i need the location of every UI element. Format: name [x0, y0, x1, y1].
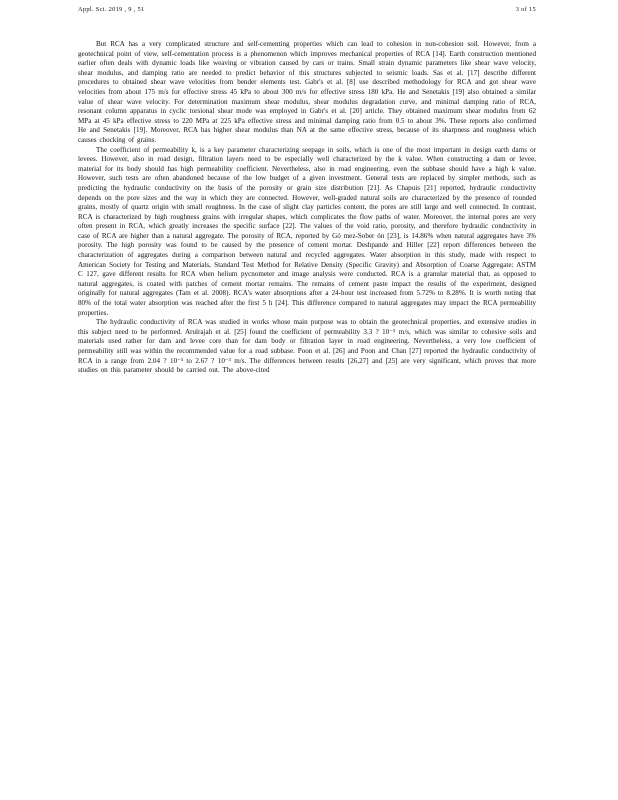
journal-citation: Appl. Sci. 2019 , 9 , 51: [78, 6, 145, 13]
paragraph-permeability: The coefficient of permeability k, is a key parameter characterizing seepage in soils, which is one of the most important in design earth dams or levees. However, also in road design, filtration layers need to be especially well characterized by the k value. When constructing a dam or levee, material for its body should has high permeability coefficient. Nevertheless, also in road engineering, even the subbase should have a high k value. However, such tests are often abandoned because of the low budget of a given investment. General tests are replaced by simpler methods, such as predicting the hydraulic conductivity on the basis of the porosity or grain size distribution [21]. As Chapuis [21] reported, hydraulic conductivity depends on the pore sizes and the way in which they are connected. However, well-graded natural soils are characterized by the presence of rounded grains, mostly of quartz origin with small roughness. In the case of slight clay particles content, the pores are still large and well connected. In contrast, RCA is characterized by high roughness grains with irregular shapes, which complicates the flow paths of water. Moreover, the internal pores are very often present in RCA, which greatly increases the specific surface [22]. The values of the void ratio, porosity, and therefore hydraulic conductivity in case of RCA are higher than a natural aggregate. The porosity of RCA, reported by Gó mez-Sober ón [23], is 14.86% when natural aggregates have 3% porosity. The high porosity was found to be caused by the presence of cement mortar. Deshpande and Hiller [22] report differences between the characterization of aggregates during a comparison between natural and recycled aggregates. Water absorption in this study, made with respect to American Society for Testing and Materials, Standard Test Method for Relative Density (Specific Gravity) and Absorption of Coarse Aggregate: ASTM C 127, gave different results for RCA when helium pycnometer and image analysis were conducted. RCA is a granular material that, as opposed to natural aggregates, is coated with patches of cement mortar remains. The remains of cement paste impact the results of the experiment, designed originally for natural aggregates (Tam et al. 2008). RCA's water absorptions after a 24-hour test increased from 5.72% to 8.28%. It is worth noting that 80% of the total water absorption was reached after the first 5 h [24]. This difference compared to natural aggregates may impact the RCA permeability properties.: [78, 145, 536, 317]
paragraph-hydraulic-conductivity: The hydraulic conductivity of RCA was studied in works whose main purpose was to obtain the geotechnical properties, and extensive studies in this subject need to be performed. Arulrajah et al. [25] found the coefficient of permeability 3.3 ? 10⁻⁵ m/s, which was similar to cohesive soils and materials used rather for dam and levee core than for dam body or filtration layer in road engineering. Nevertheless, a very low coefficient of permeability still was within the recommended value for a road subbase. Poon et al. [26] and Poon and Chan [27] reported the hydraulic conductivity of RCA in a range from 2.04 ? 10⁻³ to 2.67 ? 10⁻³ m/s. The differences between results [26,27] and [25] are very significant, which proves that more studies on this parameter should be carried out. The above-cited: [78, 318, 536, 375]
page-header: [78, 6, 536, 18]
page-number: 3 of 15: [515, 6, 536, 13]
article-body: [78, 40, 536, 376]
paragraph-rca-dynamic-properties: But RCA has a very complicated structure and self-cementing properties which can lead to cohesion in non-cohesion soil. However, from a geotechnical point of view, self-cementation process is a phenomenon which improves mechanical properties of RCA [14]. Earth construction mentioned earlier often deals with dynamic loads like weaving or vibration caused by cars or trains. Small strain dynamic parameters like shear wave velocity, shear modulus, and damping ratio are needed to predict behavior of this structures subjected to seismic loads. Sas et al. [17] describe different procedures to obtained shear wave velocities from bender elements test. Gabr's et al. [8] use described methodology for RCA and got shear wave velocities from about 175 m/s for effective stress 45 kPa to about 300 m/s for effective stress 180 kPa. He and Senetakis [19] also obtained a similar value of shear wave velocity. For determination maximum shear modulus, shear modulus degradation curve, and minimal damping ratio of RCA, resonant column apparatus in cyclic torsional shear mode was employed in Gabr's et al. [20] article. They obtained maximum shear modulus from 62 MPa at 45 kPa effective stress to 220 MPa at 225 kPa effective stress and minimal damping ratio from 0.5 to about 3%. These reports also confirmed He and Senetakis [19]. Moreover, RCA has higher shear modulus than NA at the same effective stress, because of its sharpness and roughness which causes chocking of grains.: [78, 40, 536, 144]
